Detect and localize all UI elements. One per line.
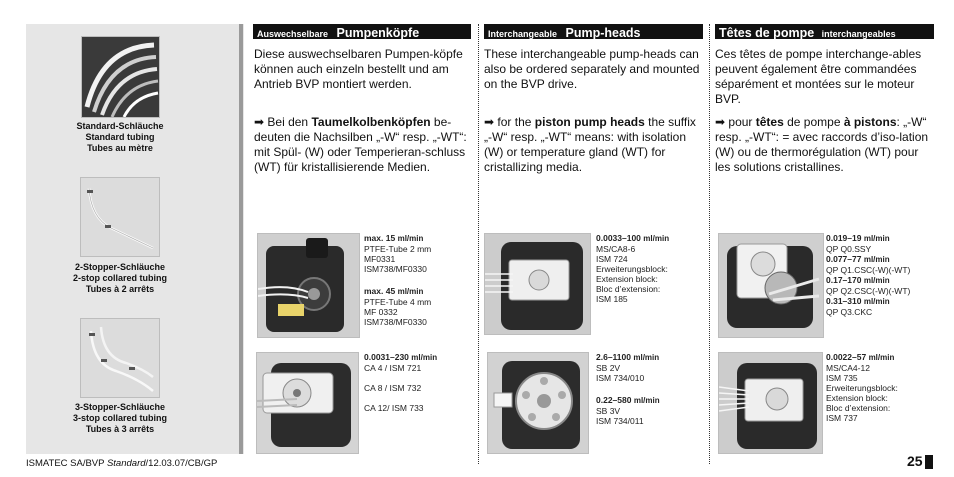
product-spec-roller-heads: 2.6–1100 ml/min SB 2V ISM 734/010 0.22–580 ml/min SB 3V ISM 734/011 — [596, 352, 660, 426]
column-intro-german: Diese auswechselbaren Pumpen-köpfe können auch einzeln bestellt und am Antrieb BVP montiert werden. — [254, 47, 463, 91]
arrow-right-icon: ➡ — [254, 115, 265, 129]
roller-pump-head-photo — [487, 352, 589, 454]
cassette-pump-head-photo — [256, 352, 359, 454]
column-note-french: ➡ pour têtes de pompe à pistons: „-W“ resp. „-WT“: = avec raccords d’iso-lation (W) ou de thermorégulation (WT) pour les solutions cristallines. — [715, 115, 929, 174]
arrow-right-icon: ➡ — [484, 115, 495, 129]
column-header-french: Têtes de pompe interchangeables — [715, 24, 934, 39]
three-stop-tubing-photo — [80, 318, 160, 398]
product-spec-ceramic-piston: 0.019–19 ml/min QP Q0.SSY 0.077–77 ml/min QP Q1.CSC(-W)(-WT) 0.17–170 ml/min QP Q2.CSC(-W)(-WT) 0.31–310 ml/min QP Q3.CKC — [826, 233, 911, 317]
page-number: 25 — [907, 453, 923, 469]
multichannel-pump-head-photo — [484, 233, 591, 335]
column-divider — [709, 24, 710, 464]
arrow-right-icon: ➡ — [715, 115, 726, 129]
product-spec-piston-heads: max. 15 ml/min PTFE-Tube 2 mm MF0331 ISM738/MF0330 max. 45 ml/min PTFE-Tube 4 mm MF 0332 ISM738/MF0330 — [364, 233, 432, 327]
sidebar-divider — [239, 24, 243, 454]
column-note-english: ➡ for the piston pump heads the suffix „-W“ resp. „-WT“ means: with isolation (W) or temperature gland (WT) for cristallizing media. — [484, 115, 696, 174]
column-intro-english: These interchangeable pump-heads can also be ordered separately and mounted on the BVP drive. — [484, 47, 700, 91]
column-header-english: Interchangeable Pump-heads — [484, 24, 703, 39]
ceramic-piston-head-photo — [718, 233, 824, 338]
sidebar-caption-three-stop: 3-Stopper-Schläuche 3-stop collared tubing Tubes à 3 arrêts — [72, 402, 167, 434]
sidebar-caption-two-stop: 2-Stopper-Schläuche 2-stop collared tubing Tubes à 2 arrêts — [72, 262, 167, 294]
multichannel-cassette-head-photo — [718, 352, 823, 454]
column-intro-french: Ces têtes de pompe interchange-ables peuvent également être commandées séparément et montées sur le moteur BVP. — [715, 47, 922, 106]
product-spec-multichannel-cassette: 0.0022–57 ml/min MS/CA4-12 ISM 735 Erweiterungsblock: Extension block: Bloc d’extension: ISM 737 — [826, 352, 898, 423]
column-divider — [478, 24, 479, 464]
page-marker-block — [925, 455, 933, 469]
piston-pump-head-photo — [257, 233, 360, 338]
sidebar-caption-standard: Standard-Schläuche Standard tubing Tubes au mètre — [76, 121, 164, 153]
column-header-german: Auswechselbare Pumpenköpfe — [253, 24, 471, 39]
two-stop-tubing-photo — [80, 177, 160, 257]
column-note-german: ➡ Bei den Taumelkolbenköpfen be-deuten die Nachsilben „-W“ resp. „-WT“: mit Spül- (W) oder Temperieran-schluss (WT) für kristallisierende Medien. — [254, 115, 467, 174]
product-spec-cassette-heads: 0.0031–230 ml/min CA 4 / ISM 721 CA 8 / ISM 732 CA 12/ ISM 733 — [364, 352, 438, 413]
footer-document-reference: ISMATEC SA/BVP Standard/12.03.07/CB/GP — [26, 458, 218, 469]
standard-tubing-photo — [81, 36, 160, 118]
product-spec-multichannel: 0.0033–100 ml/min MS/CA8-6 ISM 724 Erweiterungsblock: Extension block: Bloc d’extension: ISM 185 — [596, 233, 670, 304]
